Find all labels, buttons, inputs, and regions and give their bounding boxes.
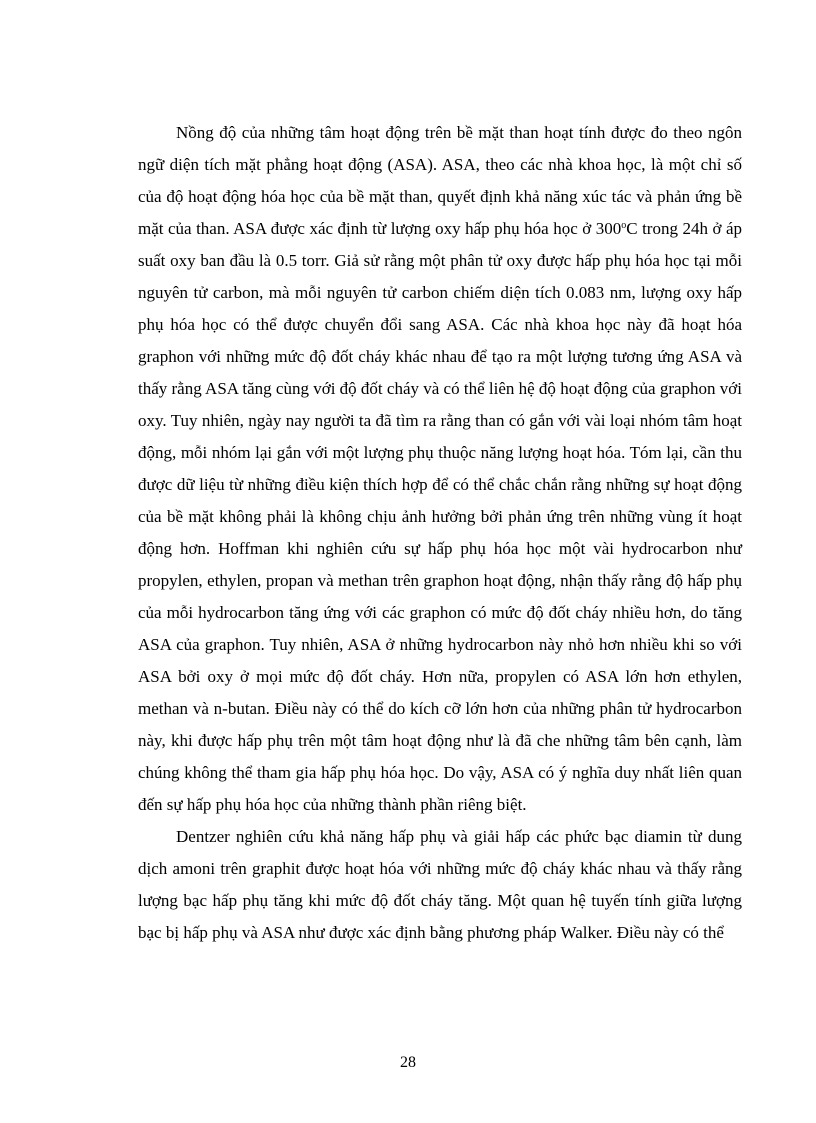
- paragraph-1: [138, 117, 742, 821]
- page-number: 28: [400, 1054, 416, 1071]
- body-text: [138, 117, 742, 949]
- paragraph-1-text-start: Nồng độ của những tâm hoạt động trên bề mặt than hoạt tính được đo theo ngôn ngữ diện tích mặt phẳng hoạt động (ASA). ASA, theo các nhà khoa học, là một chỉ số của độ hoạt động hóa học của bề mặt than, quyết định khả năng xúc tác và phản ứng bề mặt của than. ASA được xác định từ lượng oxy hấp phụ hóa học ở 300: [138, 123, 742, 238]
- paragraph-1-text-end: C trong 24h ở áp suất oxy ban đầu là 0.5 torr. Giả sử rằng một phân tử oxy được hấp phụ hóa học tại mỗi nguyên tử carbon, mà mỗi nguyên tử carbon chiếm diện tích 0.083 nm, lượng oxy hấp phụ hóa học có thể được chuyển đổi sang ASA. Các nhà khoa học này đã hoạt hóa graphon với những mức độ đốt cháy khác nhau để tạo ra một lượng tương ứng ASA và thấy rằng ASA tăng cùng với độ đốt cháy và có thể liên hệ độ hoạt động của graphon với oxy. Tuy nhiên, ngày nay người ta đã tìm ra rằng than có gắn với vài loại nhóm tâm hoạt động, mỗi nhóm lại gắn với một lượng phụ thuộc năng lượng hoạt hóa. Tóm lại, cần thu được dữ liệu từ những điều kiện thích hợp để có thể chắc chắn rằng những sự hoạt động của bề mặt không phải là không chịu ảnh hưởng bởi phản ứng trên những vùng ít hoạt động hơn. Hoffman khi nghiên cứu sự hấp phụ hóa học một vài hydrocarbon như propylen, ethylen, propan và methan trên graphon hoạt động, nhận thấy rằng độ hấp phụ của mỗi hydrocarbon tăng ứng với các graphon có mức độ đốt cháy nhiều hơn, do tăng ASA của graphon. Tuy nhiên, ASA ở những hydrocarbon này nhỏ hơn nhiều khi so với ASA bởi oxy ở mọi mức độ đốt cháy. Hơn nữa, propylen có ASA lớn hơn ethylen, methan và n-butan. Điều này có thể do kích cỡ lớn hơn của những phân tử hydrocarbon này, khi được hấp phụ trên một tâm hoạt động như là đã che những tâm bên cạnh, làm chúng không thể tham gia hấp phụ hóa học. Do vậy, ASA có ý nghĩa duy nhất liên quan đến sự hấp phụ hóa học của những thành phần riêng biệt.: [138, 219, 742, 814]
- degree-superscript: o: [621, 220, 627, 231]
- paragraph-2: Dentzer nghiên cứu khả năng hấp phụ và giải hấp các phức bạc diamin từ dung dịch amoni trên graphit được hoạt hóa với những mức độ cháy khác nhau và thấy rằng lượng bạc hấp phụ tăng khi mức độ đốt cháy tăng. Một quan hệ tuyến tính giữa lượng bạc bị hấp phụ và ASA như được xác định bằng phương pháp Walker. Điều này có thể: [138, 827, 742, 942]
